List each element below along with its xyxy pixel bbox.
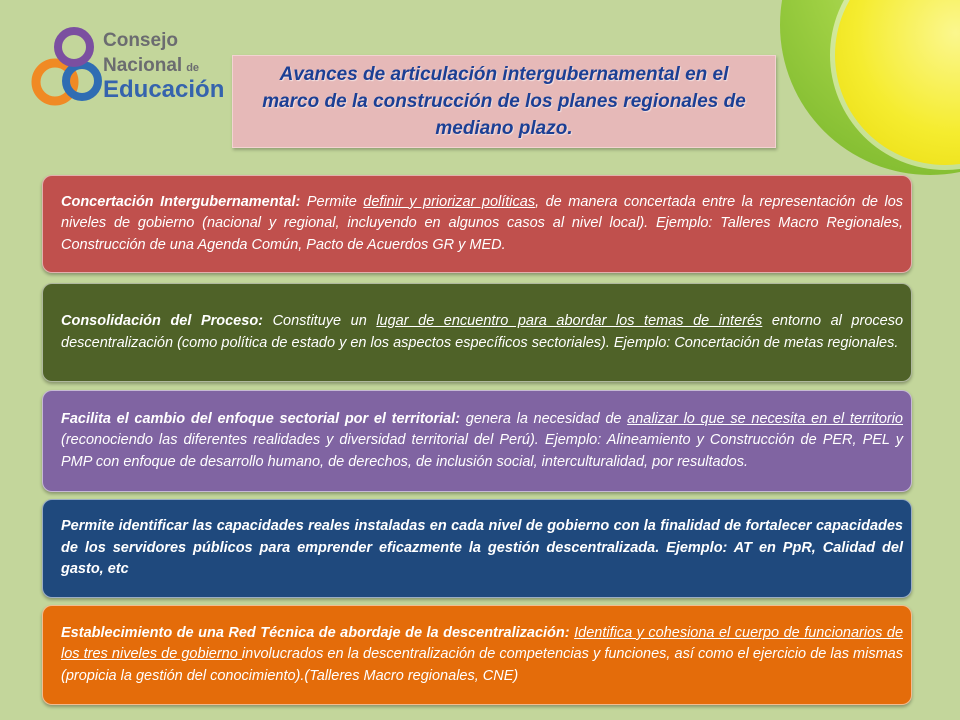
- item-text: [61, 516, 903, 581]
- item-concertacion-intergubernamental: [42, 175, 912, 273]
- item-body-text: entorno al proceso descentralización (como política de estado y en los aspectos específicos sectoriales). Ejemplo: Concertación de metas regionales.: [61, 313, 904, 351]
- logo-word-de: de: [186, 62, 200, 74]
- item-capacidades: [42, 499, 912, 598]
- logo-line-consejo: Consejo: [103, 30, 178, 51]
- item-body-text: , de manera concertada entre la representación de los niveles de gobierno (nacional y regional, incluyendo en algunos casos al nivel local). Ejemplo: Talleres Macro Regionales, Construcción de una Agenda Común, Pacto de Acuerdos GR y MED.: [61, 193, 904, 253]
- item-text: [61, 192, 903, 257]
- decorative-circles: [760, 0, 960, 190]
- item-heading: Permite identificar las capacidades reales instaladas en cada nivel de gobierno con la finalidad de fortalecer capacidades de los servidores públicos para emprender eficazmente la gestión descentralizada. Ejemplo: AT en PpR, Calidad del gasto, etc: [61, 518, 903, 578]
- item-heading: Consolidación del Proceso:: [61, 313, 264, 329]
- item-underlined-text: lugar de encuentro para abordar los temas de interés: [376, 313, 763, 329]
- item-body-text: involucrados en la descentralización de competencias y funciones, así como el ejercicio de las mismas (propicia la gestión del conocimiento).(Talleres Macro regionales, CNE): [61, 646, 903, 684]
- cne-logo-icon: [30, 20, 105, 112]
- logo-line-nacional: [103, 56, 199, 75]
- item-heading: Concertación Intergubernamental:: [61, 193, 301, 210]
- item-red-tecnica: [42, 605, 912, 705]
- item-heading: Establecimiento de una Red Técnica de abordaje de la descentralización:: [61, 624, 575, 641]
- item-enfoque-territorial: [42, 390, 912, 492]
- logo-purple-ring: [58, 31, 90, 63]
- item-text: [61, 623, 903, 688]
- slide-title: Avances de articulación intergubernamental en el marco de la construcción de los planes regionales de mediano plazo.: [262, 64, 746, 139]
- logo-word-nacional: Nacional: [103, 55, 183, 76]
- item-heading: Facilita el cambio del enfoque sectorial por el territorial:: [61, 410, 461, 427]
- item-underlined-text: analizar lo que se necesita en el territorio: [627, 410, 904, 427]
- logo-line-educacion: Educación: [103, 76, 225, 103]
- item-consolidacion-proceso: [42, 283, 912, 382]
- item-body-text: (reconociendo las diferentes realidades y diversidad territorial del Perú). Ejemplo: Alineamiento y Construcción de PER, PEL y PMP con enfoque de desarrollo humano, de derechos, de inclusión social, interculturalidad, por resultados.: [61, 432, 903, 470]
- logo: [0, 0, 240, 120]
- item-lead-text: Permite: [300, 193, 364, 210]
- item-underlined-text: definir y priorizar políticas: [363, 193, 536, 210]
- item-lead-text: genera la necesidad de: [460, 410, 628, 427]
- item-lead-text: Constituye un: [263, 313, 377, 329]
- item-text: [61, 311, 903, 354]
- item-underlined-text: Identifica y cohesiona el cuerpo de funcionarios de los tres niveles de gobierno: [61, 624, 904, 663]
- title-box: [232, 55, 776, 148]
- item-text: [61, 409, 903, 474]
